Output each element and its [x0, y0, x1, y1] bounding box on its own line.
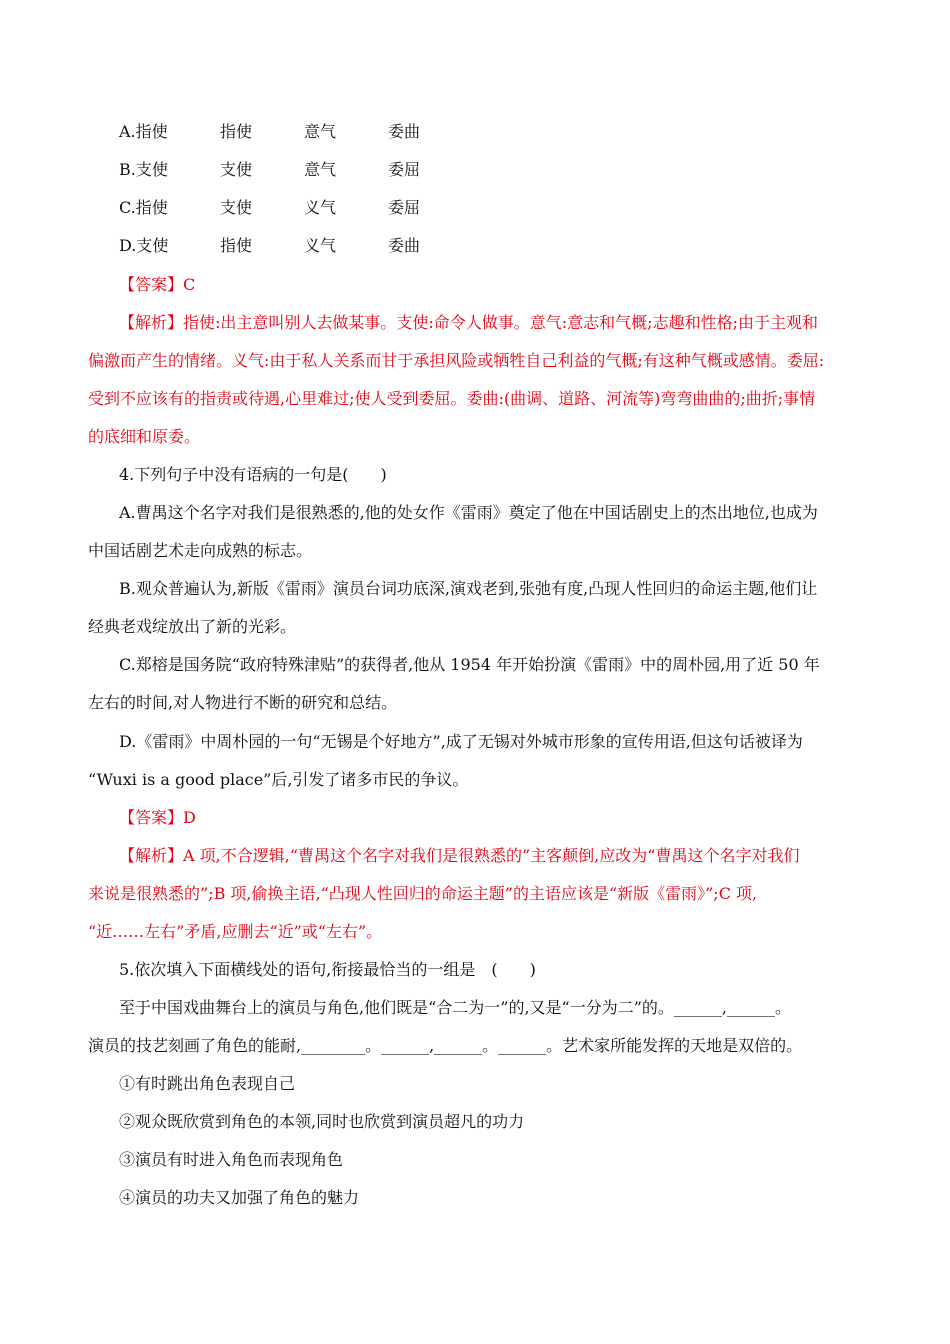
option-word: 指使 — [220, 122, 253, 141]
q4-option-c-line: C.郑榕是国务院“政府特殊津贴”的获得者,他从 1954 年开始扮演《雷雨》中的周朴园,用了近 50 年 — [119, 655, 820, 674]
q4-answer: 【答案】D — [119, 808, 196, 827]
q5-stem: 5.依次填入下面横线处的语句,衔接最恰当的一组是 ( ) — [119, 960, 536, 979]
q5-item: ③演员有时进入角色而表现角色 — [119, 1150, 344, 1169]
q4-option-b-line: 经典老戏绽放出了新的光彩。 — [88, 617, 297, 636]
option-word: 委曲 — [388, 236, 421, 255]
option-label: D.支使 — [119, 236, 169, 255]
option-word: 意气 — [304, 160, 337, 179]
option-word: 支使 — [220, 160, 253, 179]
option-word: 义气 — [304, 198, 337, 217]
q4-option-d-line: “Wuxi is a good place”后,引发了诸多市民的争议。 — [88, 770, 469, 789]
q4-analysis-line: “近……左右”矛盾,应删去“近”或“左右”。 — [88, 922, 383, 941]
q4-analysis-line: 来说是很熟悉的”;B 项,偷换主语,“凸现人性回归的命运主题”的主语应该是“新版《雷雨》”;C 项, — [88, 884, 758, 903]
option-word: 委曲 — [388, 122, 421, 141]
q3-analysis-line: 受到不应该有的指责或待遇,心里难过;使人受到委屈。委曲:(曲调、道路、河流等)弯弯曲曲的;曲折;事情 — [88, 389, 816, 408]
q4-stem: 4.下列句子中没有语病的一句是( ) — [119, 465, 387, 484]
option-word: 委屈 — [388, 160, 421, 179]
q4-option-a-line: A.曹禺这个名字对我们是很熟悉的,他的处女作《雷雨》奠定了他在中国话剧史上的杰出地位,也成为 — [119, 503, 818, 522]
q5-item: ①有时跳出角色表现自己 — [119, 1074, 296, 1093]
q5-passage-line: 演员的技艺刻画了角色的能耐,________。______,______。______。艺术家所能发挥的天地是双倍的。 — [88, 1036, 803, 1055]
option-word: 意气 — [304, 122, 337, 141]
q3-analysis-line: 【解析】指使:出主意叫别人去做某事。支使:命令人做事。意气:意志和气概;志趣和性格;由于主观和 — [119, 313, 818, 332]
q4-analysis-line: 【解析】A 项,不合逻辑,“曹禺这个名字对我们是很熟悉的”主客颠倒,应改为“曹禺这个名字对我们 — [119, 846, 800, 865]
q4-option-d-line: D.《雷雨》中周朴园的一句“无锡是个好地方”,成了无锡对外城市形象的宣传用语,但这句话被译为 — [119, 732, 803, 751]
option-word: 委屈 — [388, 198, 421, 217]
option-label: A.指使 — [119, 122, 168, 141]
option-label: B.支使 — [119, 160, 168, 179]
q3-answer: 【答案】C — [119, 275, 196, 294]
q3-analysis-line: 的底细和原委。 — [88, 427, 201, 446]
q5-item: ②观众既欣赏到角色的本领,同时也欣赏到演员超凡的功力 — [119, 1112, 525, 1131]
option-label: C.指使 — [119, 198, 168, 217]
option-word: 支使 — [220, 198, 253, 217]
option-word: 义气 — [304, 236, 337, 255]
q4-option-c-line: 左右的时间,对人物进行不断的研究和总结。 — [88, 693, 398, 712]
q5-passage-line: 至于中国戏曲舞台上的演员与角色,他们既是“合二为一”的,又是“一分为二”的。______,______。 — [119, 998, 791, 1017]
q5-item: ④演员的功夫又加强了角色的魅力 — [119, 1188, 360, 1207]
q3-analysis-line: 偏激而产生的情绪。义气:由于私人关系而甘于承担风险或牺牲自己利益的气概;有这种气概或感情。委屈: — [88, 351, 825, 370]
option-word: 指使 — [220, 236, 253, 255]
q4-option-b-line: B.观众普遍认为,新版《雷雨》演员台词功底深,演戏老到,张弛有度,凸现人性回归的命运主题,他们让 — [119, 579, 818, 598]
q4-option-a-line: 中国话剧艺术走向成熟的标志。 — [88, 541, 313, 560]
